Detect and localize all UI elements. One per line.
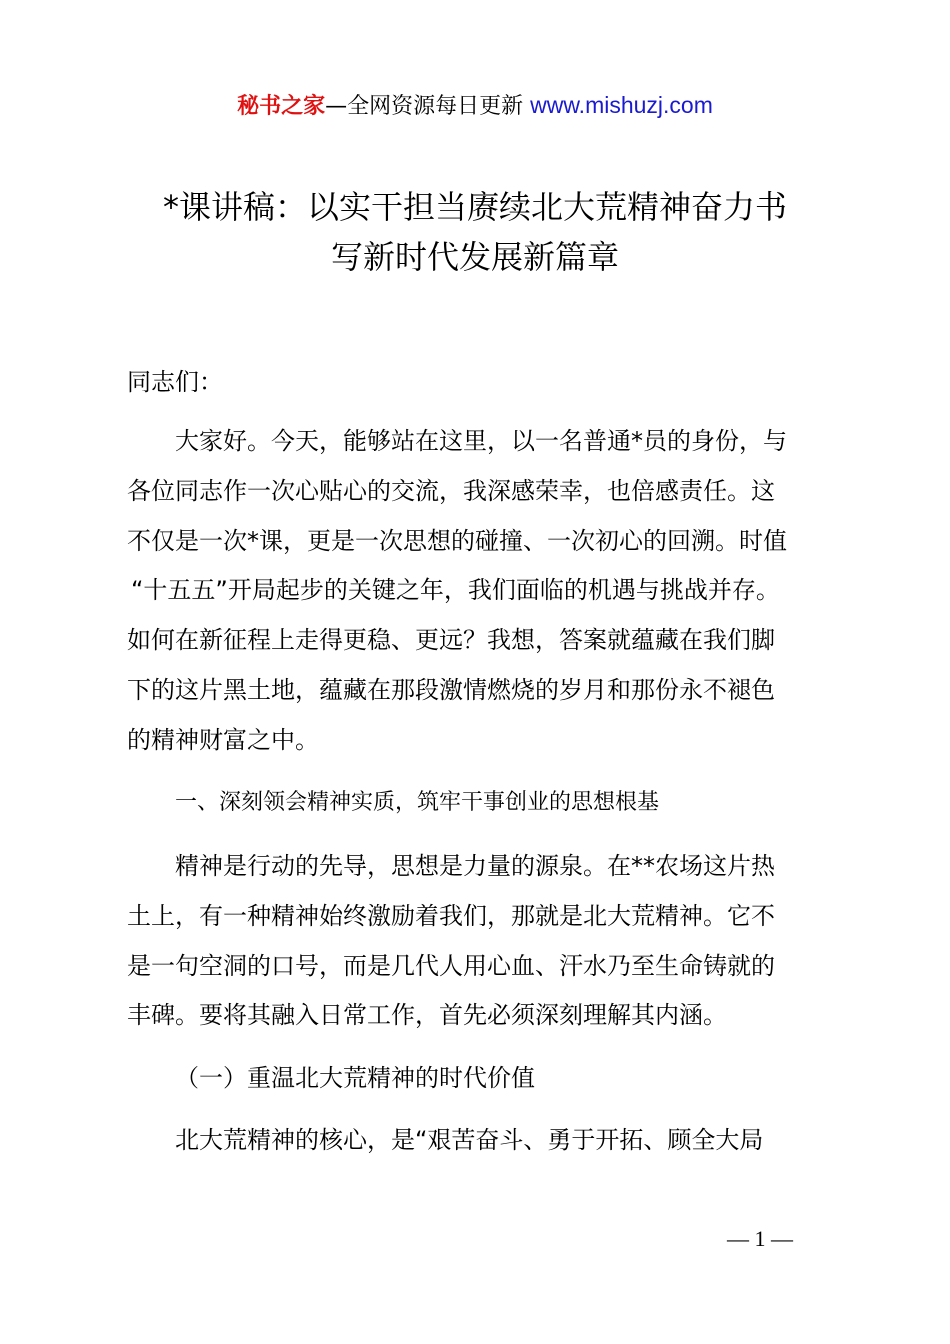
paragraph-line: 不仅是一次*课，更是一次思想的碰撞、一次初心的回溯。时值 xyxy=(127,526,787,555)
document-title-line-1: *课讲稿：以实干担当赓续北大荒精神奋力书 xyxy=(162,188,787,226)
section-heading-1: 一、深刻领会精神实质，筑牢干事创业的思想根基 xyxy=(175,790,660,815)
paragraph-core xyxy=(127,1116,837,1166)
paragraph-intro xyxy=(127,417,837,766)
paragraph-line: 北大荒精神的核心，是“艰苦奋斗、勇于开拓、顾全大局 xyxy=(175,1126,764,1154)
document-title xyxy=(60,182,890,282)
salutation: 同志们： xyxy=(127,368,223,396)
paragraph-line: 下的这片黑土地，蕴藏在那段激情燃烧的岁月和那份永不褪色 xyxy=(127,675,775,704)
paragraph-line: 各位同志作一次心贴心的交流，我深感荣幸，也倍感责任。这 xyxy=(127,476,775,505)
site-url-link[interactable]: www.mishuzj.com xyxy=(530,92,713,118)
paragraph-line: 是一句空洞的口号，而是几代人用心血、汗水乃至生命铸就的 xyxy=(127,951,775,980)
subsection-heading-1: （一）重温北大荒精神的时代价值 xyxy=(175,1064,535,1092)
paragraph-line: 土上，有一种精神始终激励着我们，那就是北大荒精神。它不 xyxy=(127,901,775,930)
page-number: — 1 — xyxy=(727,1226,793,1251)
document-title-line-2: 写新时代发展新篇章 xyxy=(330,238,619,276)
paragraph-spirit xyxy=(127,842,837,1041)
paragraph-line: “十五五”开局起步的关键之年，我们面临的机遇与挑战并存。 xyxy=(131,576,780,605)
site-brand: 秘书之家 xyxy=(237,94,326,119)
site-header xyxy=(0,88,950,124)
site-tagline: —全网资源每日更新 xyxy=(325,94,531,119)
paragraph-line: 如何在新征程上走得更稳、更远？我想，答案就蕴藏在我们脚 xyxy=(127,626,775,655)
paragraph-line: 丰碑。要将其融入日常工作，首先必须深刻理解其内涵。 xyxy=(127,1001,727,1030)
paragraph-line: 的精神财富之中。 xyxy=(127,725,319,754)
paragraph-line: 大家好。今天，能够站在这里，以一名普通*员的身份，与 xyxy=(175,427,787,455)
paragraph-line: 精神是行动的先导，思想是力量的源泉。在**农场这片热 xyxy=(175,852,775,880)
